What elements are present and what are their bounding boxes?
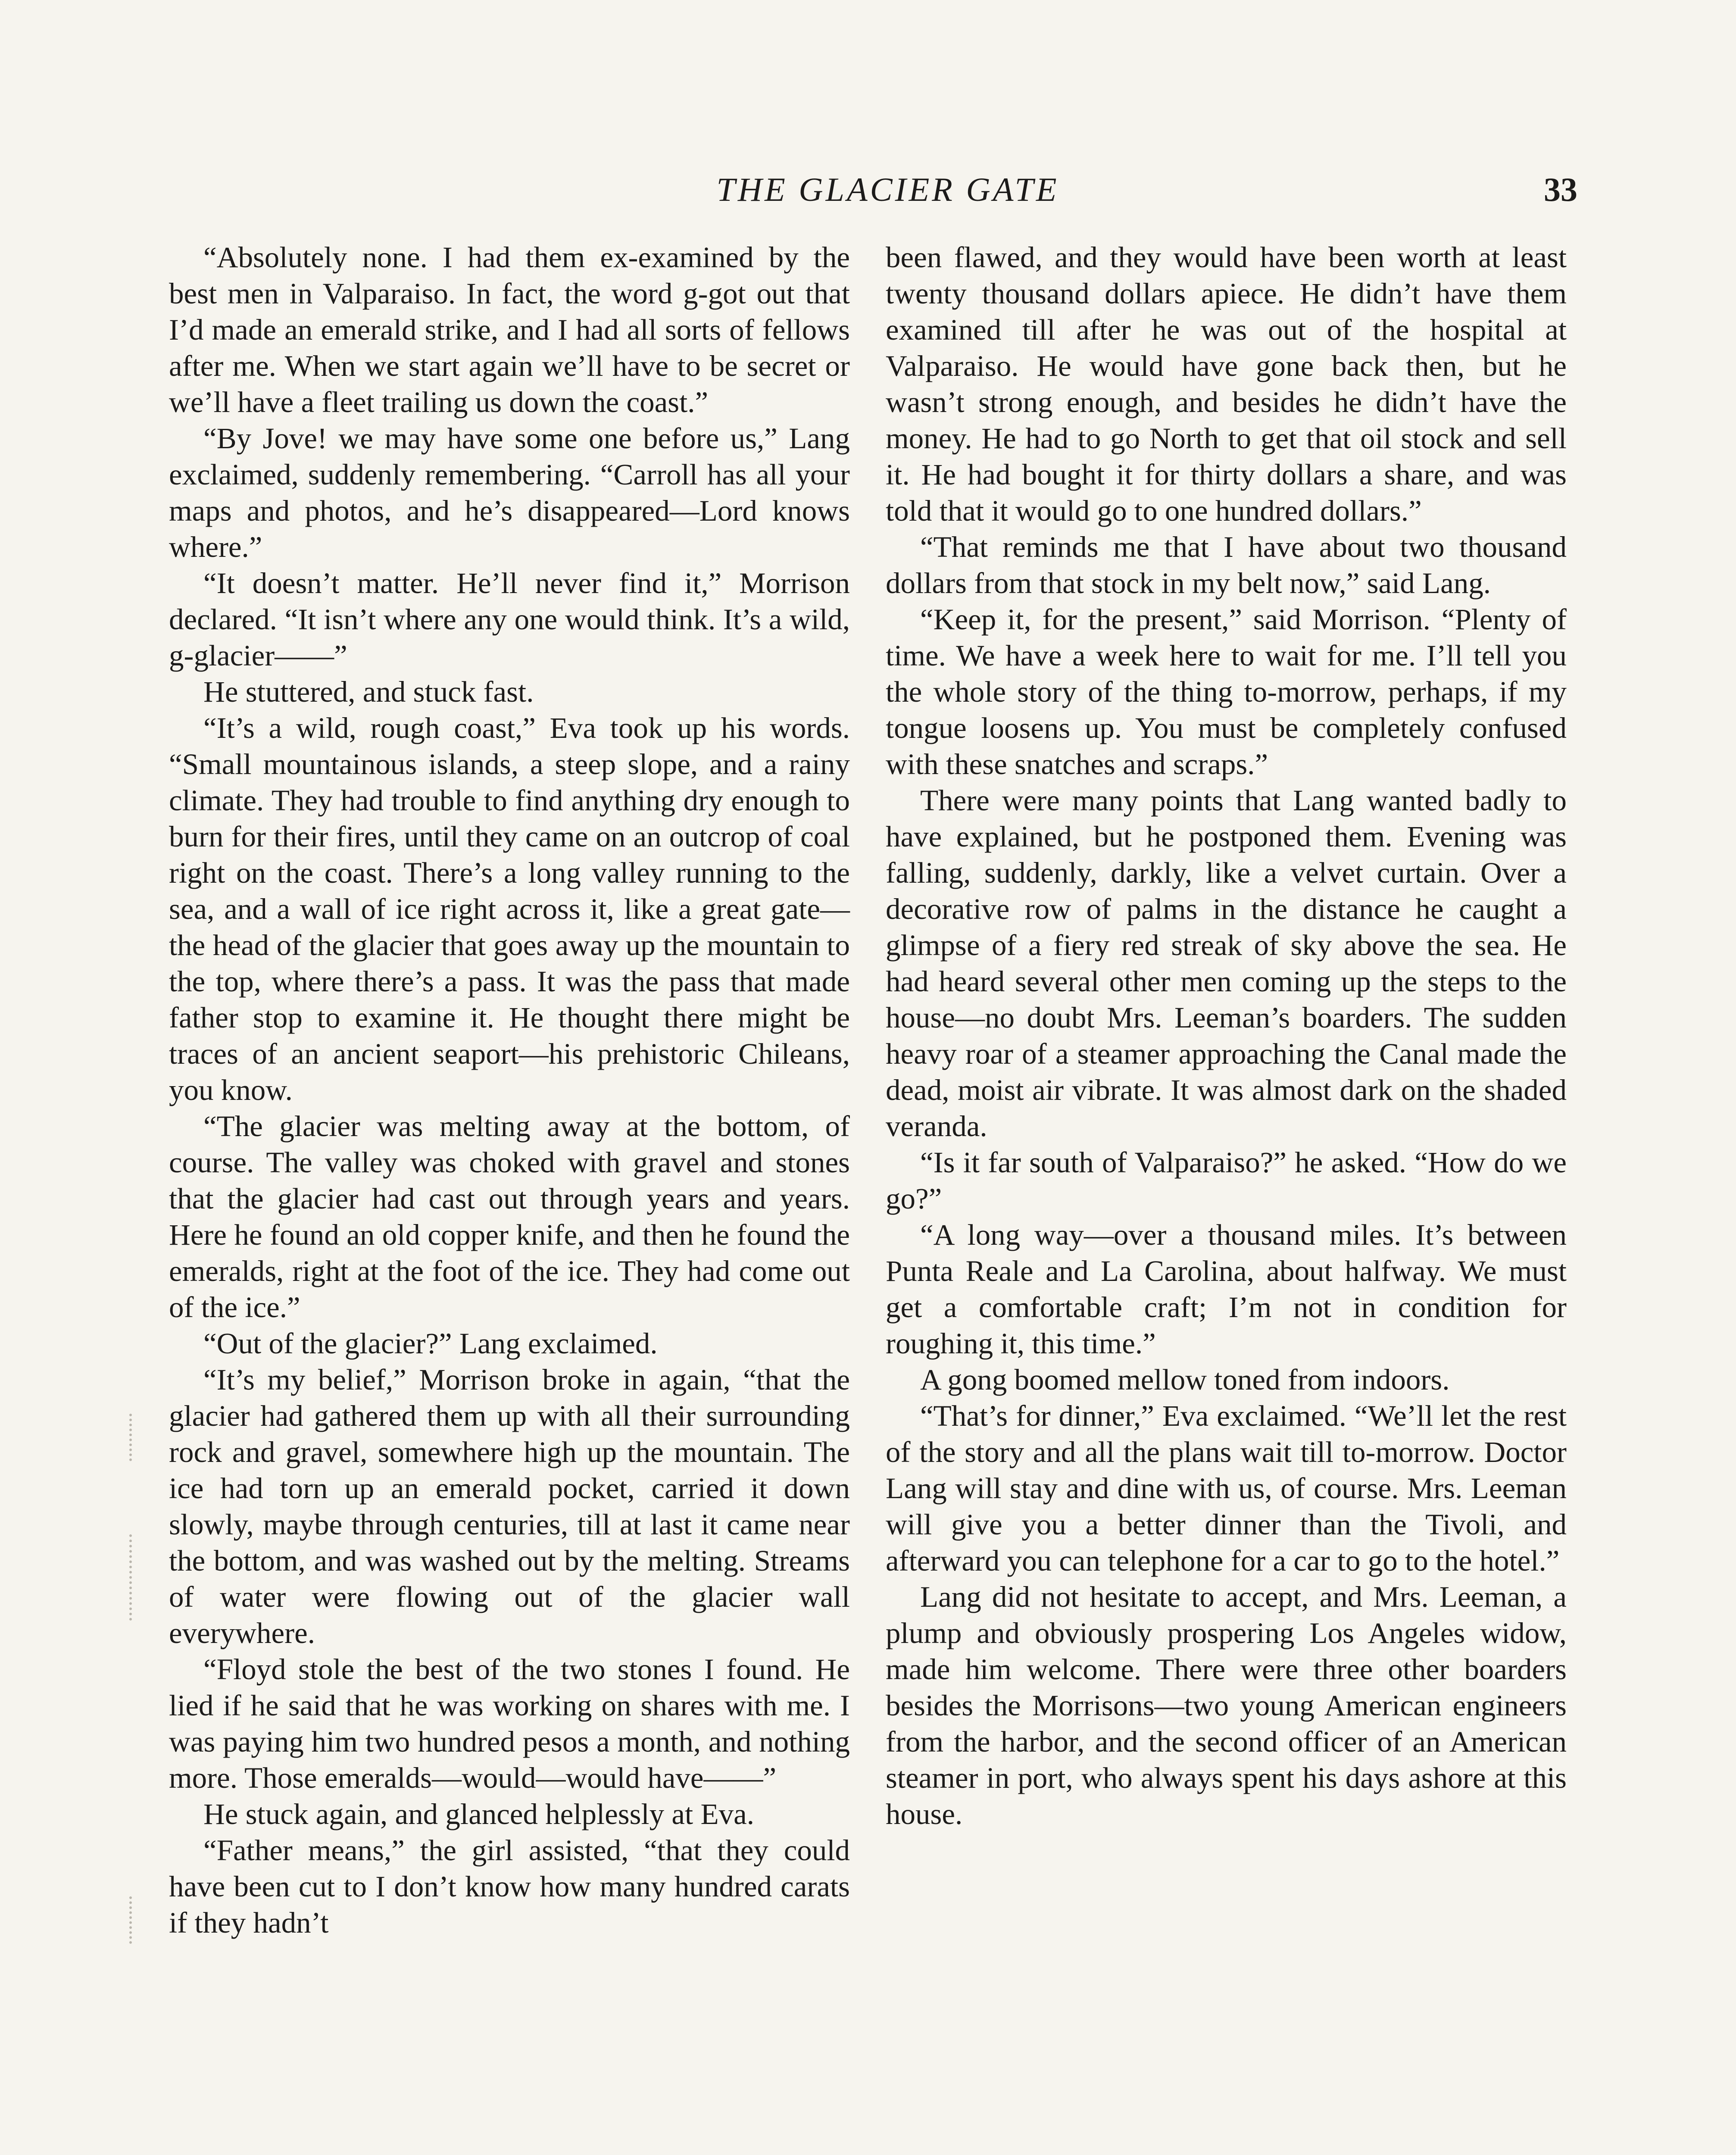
- paragraph: There were many points that Lang wanted badly to have explained, but he postponed them. Evening was falling, suddenly, darkly, like a velvet curtain. Over a decorative row of palms in the distance he caught a glimpse of a fiery red streak of sky above the sea. He had heard several other men coming up the steps to the house—no doubt Mrs. Leeman’s boarders. The sudden heavy roar of a steamer approaching the Canal made the dead, moist air vibrate. It was almost dark on the shaded veranda.: [886, 784, 1567, 1143]
- paragraph: “A long way—over a thousand miles. It’s between Punta Reale and La Carolina, about halfway. We must get a comfortable craft; I’m not in condition for roughing it, this time.”: [886, 1218, 1567, 1360]
- margin-dots: [129, 1414, 134, 1461]
- paragraph: “It’s a wild, rough coast,” Eva took up his words. “Small mountainous islands, a steep slope, and a rainy climate. They had trouble to find anything dry enough to burn for their fires, until they came on an outcrop of coal right on the coast. There’s a long valley running to the sea, and a wall of ice right across it, like a great gate—the head of the glacier that goes away up the mountain to the top, where there’s a pass. It was the pass that made father stop to examine it. He thought there might be traces of an ancient seaport—his prehistoric Chileans, you know.: [169, 712, 850, 1106]
- page-number: 33: [1544, 171, 1577, 208]
- paragraph-continuation: been flawed, and they would have been worth at least twenty thousand dollars apiece. He didn’t have them examined till after he was out of the hospital at Valparaiso. He would have gone back then, but he wasn’t strong enough, and besides he didn’t have the money. He had to go North to get that oil stock and sell it. He had bought it for thirty dollars a share, and was told that it would go to one hundred dollars.”: [886, 241, 1567, 527]
- paragraph: “That’s for dinner,” Eva exclaimed. “We’ll let the rest of the story and all the plans wait till to-morrow. Doctor Lang will stay and dine with us, of course. Mrs. Leeman will give you a better dinner than the Tivoli, and afterward you can telephone for a car to go to the hotel.”: [886, 1399, 1567, 1577]
- paragraph: “By Jove! we may have some one before us,” Lang exclaimed, suddenly remembering. “Carroll has all your maps and photos, and he’s disappeared—Lord knows where.”: [169, 422, 850, 563]
- running-title: THE GLACIER GATE: [716, 171, 1059, 208]
- paragraph: “Keep it, for the present,” said Morrison. “Plenty of time. We have a week here to wait for me. I’ll tell you the whole story of the thing to-morrow, perhaps, if my tongue loosens up. You must be completely confused with these snatches and scraps.”: [886, 603, 1567, 781]
- page-header: [198, 166, 1577, 213]
- paragraph: A gong boomed mellow toned from indoors.: [920, 1363, 1450, 1396]
- paragraph: He stuttered, and stuck fast.: [203, 675, 534, 708]
- paragraph: “That reminds me that I have about two thousand dollars from that stock in my belt now,” said Lang.: [886, 531, 1567, 600]
- paragraph: “Is it far south of Valparaiso?” he asked. “How do we go?”: [886, 1146, 1567, 1215]
- paragraph: “Out of the glacier?” Lang exclaimed.: [203, 1327, 658, 1360]
- margin-dots: [129, 1896, 134, 1944]
- paragraph: “The glacier was melting away at the bottom, of course. The valley was choked with gravel and stones that the glacier had cast out through years and years. Here he found an old copper knife, and then he found the emeralds, right at the foot of the ice. They had come out of the ice.”: [169, 1110, 850, 1324]
- margin-dots: [129, 1534, 134, 1621]
- paragraph: “It doesn’t matter. He’ll never find it,” Morrison declared. “It isn’t where any one would think. It’s a wild, g-glacier——”: [169, 567, 850, 672]
- left-column: [169, 239, 850, 1941]
- paragraph: “Father means,” the girl assisted, “that they could have been cut to I don’t know how many hundred carats if they hadn’t: [169, 1834, 850, 1939]
- right-column: [886, 239, 1567, 1832]
- paragraph: “Floyd stole the best of the two stones I found. He lied if he said that he was working on shares with me. I was paying him two hundred pesos a month, and nothing more. Those emeralds—would—would have——”: [169, 1653, 850, 1794]
- paragraph: He stuck again, and glanced helplessly at Eva.: [203, 1798, 754, 1830]
- paragraph: “It’s my belief,” Morrison broke in again, “that the glacier had gathered them up with all their surrounding rock and gravel, somewhere high up the mountain. The ice had torn up an emerald pocket, carried it down slowly, maybe through centuries, till at last it came near the bottom, and was washed out by the melting. Streams of water were flowing out of the glacier wall everywhere.: [169, 1363, 850, 1649]
- paragraph: Lang did not hesitate to accept, and Mrs. Leeman, a plump and obviously prospering Los Angeles widow, made him welcome. There were three other boarders besides the Morrisons—two young American engineers from the harbor, and the second officer of an American steamer in port, who always spent his days ashore at this house.: [886, 1580, 1567, 1830]
- paragraph: “Absolutely none. I had them ex-examined by the best men in Valparaiso. In fact, the word g-got out that I’d made an emerald strike, and I had all sorts of fellows after me. When we start again we’ll have to be secret or we’ll have a fleet trailing us down the coast.”: [169, 241, 850, 419]
